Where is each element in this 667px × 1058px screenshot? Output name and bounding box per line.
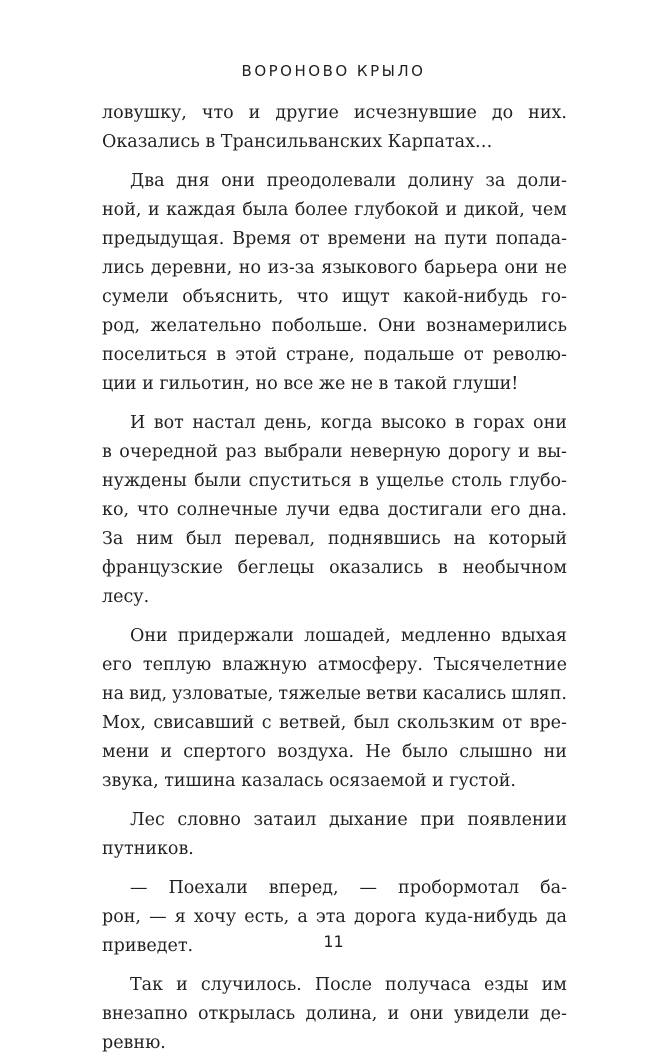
word: было bbox=[401, 742, 449, 762]
word: в bbox=[358, 471, 369, 491]
text-line bbox=[102, 583, 567, 612]
word: рон, bbox=[102, 907, 141, 927]
word: был bbox=[353, 713, 390, 733]
word: французские bbox=[102, 558, 223, 578]
word: с bbox=[261, 713, 272, 733]
word: на bbox=[453, 529, 476, 549]
word: езды bbox=[483, 975, 529, 995]
word: нуждены bbox=[102, 471, 187, 491]
word: высоко bbox=[380, 413, 447, 433]
word: Трансильванских bbox=[220, 132, 388, 152]
word: попада- bbox=[495, 229, 567, 249]
word: пути bbox=[444, 229, 488, 249]
word: беглецы bbox=[237, 558, 315, 578]
word: спертого bbox=[183, 742, 267, 762]
text-line bbox=[102, 409, 567, 438]
word: атмосферу. bbox=[317, 655, 423, 675]
word: дорога bbox=[353, 907, 417, 927]
word: не bbox=[350, 374, 379, 394]
text-line bbox=[102, 167, 567, 196]
word: его bbox=[102, 655, 133, 675]
paragraph bbox=[102, 971, 567, 1058]
word: Оказались bbox=[102, 132, 206, 152]
word: этой bbox=[235, 345, 277, 365]
word: приведет. bbox=[102, 936, 194, 956]
word: неверную bbox=[350, 442, 441, 462]
word: необычном bbox=[462, 558, 567, 578]
word: был bbox=[186, 529, 222, 549]
word: вре- bbox=[529, 713, 567, 733]
text-line bbox=[102, 525, 567, 554]
word: какой-нибудь bbox=[403, 287, 528, 307]
word: в bbox=[378, 374, 394, 394]
word: — bbox=[149, 907, 167, 927]
word: Они bbox=[378, 316, 416, 336]
running-head: ВОРОНОВО КРЫЛО bbox=[241, 62, 426, 80]
word: стране, bbox=[285, 345, 355, 365]
text-line bbox=[102, 196, 567, 225]
word: достигали bbox=[387, 500, 483, 520]
word: когда bbox=[320, 413, 373, 433]
word: ущелье bbox=[376, 471, 445, 491]
word: и bbox=[248, 103, 261, 123]
word: из-за bbox=[267, 258, 315, 278]
word: они bbox=[221, 171, 255, 191]
word: дна. bbox=[528, 500, 567, 520]
word: и bbox=[432, 771, 450, 791]
paragraph bbox=[102, 409, 567, 612]
paragraph bbox=[102, 806, 567, 864]
word: и bbox=[176, 975, 188, 995]
word: его bbox=[490, 500, 521, 520]
word: увидели bbox=[453, 1004, 530, 1024]
word: да bbox=[545, 907, 567, 927]
word: мени bbox=[102, 742, 150, 762]
word: была bbox=[242, 200, 289, 220]
word: ревню. bbox=[102, 1033, 166, 1053]
word: вперед, bbox=[268, 878, 339, 898]
text-line bbox=[102, 971, 567, 1000]
text-line bbox=[102, 1029, 567, 1058]
text-line bbox=[102, 225, 567, 254]
word: глуши! bbox=[452, 374, 519, 394]
text-line bbox=[102, 738, 567, 767]
word: дикой, bbox=[463, 200, 525, 220]
word: ба- bbox=[540, 878, 567, 898]
text-line bbox=[102, 341, 567, 370]
word: го- bbox=[541, 287, 567, 307]
text-line bbox=[102, 651, 567, 680]
paragraph-gap bbox=[102, 399, 567, 409]
word: ним bbox=[136, 529, 174, 549]
word: который bbox=[488, 529, 567, 549]
text-line bbox=[102, 874, 567, 903]
word: очередной bbox=[119, 442, 218, 462]
word: каждая bbox=[166, 200, 236, 220]
word: оказались bbox=[329, 558, 424, 578]
word: Лес bbox=[130, 810, 165, 830]
word: лесу. bbox=[102, 587, 150, 607]
paragraph-gap bbox=[102, 961, 567, 971]
word: глубокой bbox=[354, 200, 440, 220]
paragraph-gap bbox=[102, 157, 567, 167]
word: горах bbox=[473, 413, 525, 433]
word: что bbox=[296, 287, 329, 307]
word: ловушку, bbox=[102, 103, 187, 123]
word: исчезнувшие bbox=[353, 103, 477, 123]
word: касались bbox=[422, 684, 507, 704]
word: от bbox=[299, 229, 320, 249]
page-number: 11 bbox=[323, 932, 344, 951]
word: на bbox=[414, 229, 437, 249]
text-line bbox=[102, 709, 567, 738]
word: вдыхая bbox=[501, 626, 567, 646]
word: слышно bbox=[459, 742, 533, 762]
word: были bbox=[194, 471, 242, 491]
word: что bbox=[201, 103, 234, 123]
word: ко, bbox=[102, 500, 130, 520]
word: преодолевали bbox=[266, 171, 397, 191]
word: от bbox=[501, 713, 523, 733]
text-line bbox=[102, 835, 567, 864]
word: в bbox=[437, 558, 448, 578]
word: едва bbox=[338, 500, 380, 520]
paragraph bbox=[102, 99, 567, 157]
word: де- bbox=[539, 1004, 567, 1024]
word: лись bbox=[102, 258, 145, 278]
word: Карпатах… bbox=[387, 132, 493, 152]
word: вознамерились bbox=[426, 316, 567, 336]
word: звука, bbox=[102, 771, 165, 791]
word: лошадей, bbox=[304, 626, 391, 646]
word: чем bbox=[531, 200, 567, 220]
word: есть, bbox=[244, 907, 290, 927]
word: воздуха. bbox=[277, 742, 355, 762]
word: они bbox=[409, 1004, 444, 1024]
word: языкового bbox=[321, 258, 418, 278]
word: все bbox=[283, 374, 319, 394]
word: поселиться bbox=[102, 345, 208, 365]
text-line bbox=[102, 312, 567, 341]
word: словно bbox=[177, 810, 241, 830]
word: теплую bbox=[142, 655, 212, 675]
text-line bbox=[102, 438, 567, 467]
word: такой bbox=[393, 374, 453, 394]
text-line bbox=[102, 283, 567, 312]
word: тишина bbox=[164, 771, 242, 791]
word: не bbox=[544, 258, 567, 278]
word: За bbox=[102, 529, 124, 549]
text-line bbox=[102, 1000, 567, 1029]
word: поднявшись bbox=[327, 529, 441, 549]
word: свисавший bbox=[153, 713, 255, 733]
word: них. bbox=[528, 103, 567, 123]
word: барьера bbox=[424, 258, 498, 278]
word: ищут bbox=[341, 287, 390, 307]
text-line bbox=[102, 370, 567, 399]
word: револю- bbox=[492, 345, 567, 365]
word: ни bbox=[543, 742, 567, 762]
word: они bbox=[504, 258, 539, 278]
word: и bbox=[445, 200, 458, 220]
word: времени bbox=[327, 229, 407, 249]
text-line bbox=[102, 99, 567, 128]
word: эта bbox=[315, 907, 346, 927]
word: — bbox=[359, 878, 378, 898]
word: ной, bbox=[102, 200, 142, 220]
text-line bbox=[102, 622, 567, 651]
word: придержали bbox=[177, 626, 294, 646]
word: и bbox=[147, 200, 160, 220]
word: дыхание bbox=[328, 810, 408, 830]
paragraph bbox=[102, 622, 567, 796]
word: Так bbox=[130, 975, 164, 995]
word: до bbox=[491, 103, 514, 123]
text-line bbox=[102, 254, 567, 283]
word: день, bbox=[264, 413, 312, 433]
text-line bbox=[102, 554, 567, 583]
word: в bbox=[102, 442, 112, 462]
word: лучи bbox=[285, 500, 331, 520]
word: дня bbox=[176, 171, 210, 191]
word: узловатые, bbox=[172, 684, 274, 704]
word: в bbox=[205, 132, 221, 152]
word: шляп. bbox=[511, 684, 567, 704]
word: вы- bbox=[537, 442, 567, 462]
text-line bbox=[102, 903, 567, 932]
word: казалась bbox=[241, 771, 329, 791]
word: за bbox=[485, 171, 506, 191]
word: спуститься bbox=[248, 471, 352, 491]
word: медленно bbox=[400, 626, 491, 646]
text-line bbox=[102, 767, 567, 796]
word: Время bbox=[232, 229, 292, 249]
word: тяжелые bbox=[278, 684, 361, 704]
paragraph-gap bbox=[102, 612, 567, 622]
word: выбрали bbox=[263, 442, 343, 462]
word: затаил bbox=[253, 810, 317, 830]
text-line bbox=[102, 128, 567, 157]
word: при bbox=[420, 810, 455, 830]
word: Два bbox=[130, 171, 165, 191]
paragraph bbox=[102, 167, 567, 399]
word: Они bbox=[130, 626, 168, 646]
word: же bbox=[318, 374, 351, 394]
word: деревни, bbox=[150, 258, 233, 278]
word: путников. bbox=[102, 839, 194, 859]
word: побольше. bbox=[271, 316, 368, 336]
word: желательно bbox=[150, 316, 262, 336]
word: Мох, bbox=[102, 713, 146, 733]
text-line bbox=[102, 467, 567, 496]
paragraph-gap bbox=[102, 864, 567, 874]
word: глубо- bbox=[509, 471, 567, 491]
word: появлении bbox=[467, 810, 567, 830]
word: я bbox=[174, 907, 186, 927]
word: И bbox=[130, 413, 146, 433]
word: ветви bbox=[366, 684, 418, 704]
word: объяснить, bbox=[182, 287, 284, 307]
word: осязаемой bbox=[328, 771, 433, 791]
word: другие bbox=[275, 103, 339, 123]
word: Поехали bbox=[168, 878, 248, 898]
word: ветвей, bbox=[279, 713, 347, 733]
word: и bbox=[387, 1004, 400, 1024]
word: от bbox=[463, 345, 484, 365]
word: — bbox=[130, 878, 148, 898]
text-line bbox=[102, 806, 567, 835]
word: куда-нибудь bbox=[424, 907, 538, 927]
word: в bbox=[216, 345, 227, 365]
word: случилось. bbox=[200, 975, 302, 995]
word: вот bbox=[153, 413, 184, 433]
word: но bbox=[255, 374, 284, 394]
word: долина, bbox=[305, 1004, 378, 1024]
body-text bbox=[102, 99, 567, 1058]
word: гильотин, bbox=[159, 374, 256, 394]
word: что bbox=[137, 500, 169, 520]
word: вид, bbox=[129, 684, 168, 704]
word: солнечные bbox=[176, 500, 278, 520]
word: Не bbox=[365, 742, 391, 762]
word: раз bbox=[225, 442, 257, 462]
word: и bbox=[160, 742, 173, 762]
word: столь bbox=[451, 471, 503, 491]
word: После bbox=[314, 975, 372, 995]
word: дорогу bbox=[448, 442, 511, 462]
word: они bbox=[533, 413, 567, 433]
word: влажную bbox=[222, 655, 307, 675]
word: долину bbox=[407, 171, 474, 191]
word: пробормотал bbox=[398, 878, 520, 898]
word: но bbox=[238, 258, 261, 278]
word: внезапно bbox=[102, 1004, 188, 1024]
paragraph-gap bbox=[102, 796, 567, 806]
word: подальше bbox=[363, 345, 455, 365]
word: настал bbox=[192, 413, 256, 433]
word: в bbox=[454, 413, 465, 433]
text-line bbox=[102, 496, 567, 525]
word: им bbox=[541, 975, 567, 995]
text-line bbox=[102, 680, 567, 709]
word: перевал, bbox=[234, 529, 316, 549]
word: получаса bbox=[385, 975, 471, 995]
word: а bbox=[297, 907, 308, 927]
word: Тысячелетние bbox=[433, 655, 567, 675]
word: густой. bbox=[449, 771, 516, 791]
word: ции bbox=[102, 374, 143, 394]
word: и bbox=[142, 374, 160, 394]
word: сумели bbox=[102, 287, 169, 307]
word: доли- bbox=[516, 171, 567, 191]
word: род, bbox=[102, 316, 141, 336]
word: хочу bbox=[193, 907, 237, 927]
word: на bbox=[102, 684, 125, 704]
word: и bbox=[518, 442, 530, 462]
word: более bbox=[294, 200, 348, 220]
word: предыдущая. bbox=[102, 229, 225, 249]
word: скользким bbox=[396, 713, 495, 733]
word: открылась bbox=[198, 1004, 296, 1024]
